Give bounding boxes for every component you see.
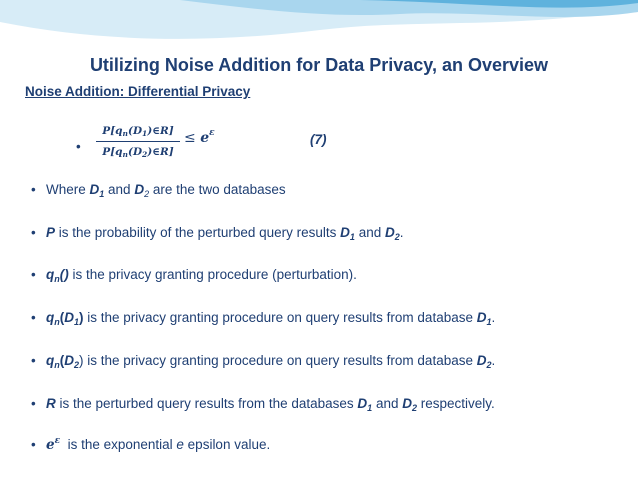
text: is the privacy granting procedure on query results from database [83,353,477,368]
den-p: P [102,146,111,158]
var-d1: D [340,225,350,240]
var-d2: D [134,182,145,197]
bullet-item-probability [46,224,631,242]
slide-subtitle: Noise Addition: Differential Privacy [25,84,251,99]
den-d-sub: 2 [142,150,148,159]
var-q: q [46,353,55,368]
var-q-parens: () [59,267,69,282]
text: is the privacy granting procedure on query results from database [83,310,477,325]
text: is the probability of the perturbed query results [55,225,341,240]
var-d1-sub: 1 [74,317,80,327]
text: and [354,225,385,240]
den-q-sub: n [122,150,128,159]
var-r: R [46,396,56,411]
slide-title: Utilizing Noise Addition for Data Privacy, an Overview [89,55,549,75]
bullet-dot: • [31,267,36,282]
bullet-dot: • [31,182,36,197]
var-d1-sub: 1 [367,403,373,413]
num-d-sub: 1 [142,129,148,138]
var-p: P [46,225,56,240]
decorative-wave-header [0,0,638,62]
text: epsilon value. [183,437,271,452]
den-d: D [132,146,143,158]
var-q: q [46,267,55,282]
paren-close: ) [79,310,84,325]
paren-open: ( [59,310,65,325]
bullet-item-exponential [46,436,631,454]
var-d1: D [476,310,487,325]
var-d1: D [357,396,368,411]
text: and [104,182,135,197]
text: . [491,310,496,325]
text: is the privacy granting procedure (perturbation). [68,267,357,282]
var-d2: D [476,353,487,368]
num-q: q [115,125,123,137]
num-tail: ∈R] [152,125,174,137]
var-q: q [46,310,55,325]
formula-numerator: $P[q_n(D_1)\in R]$ [96,124,180,142]
var-e: e [46,437,55,453]
num-p: P [102,125,111,137]
bullet-formula: • [76,139,81,154]
bullet-dot: • [31,353,36,368]
var-d2-sub: 2 [411,403,417,413]
bullet-dot: • [31,396,36,411]
text: . [399,225,404,240]
text: Where [46,182,90,197]
text: . [491,353,496,368]
text: is the perturbed query results from the databases [55,396,358,411]
var-d2: D [64,353,74,368]
var-q-sub: n [54,317,60,327]
bullet-item-perturbed-results [46,395,631,413]
var-d2: D [384,225,395,240]
var-d1: D [89,182,100,197]
text: is the exponential [60,437,177,452]
num-q-sub: n [122,129,128,138]
var-d2-sub: 2 [74,360,80,370]
formula-denominator: $P[q_n(D_2)\in R]$ [102,146,174,159]
var-d2: D [402,396,412,411]
formula-rhs [184,130,215,146]
var-d2-sub: 2 [144,189,150,199]
text: are the two databases [149,182,286,197]
bullet-item-databases [46,181,631,199]
formula-rhs-exp: ε [209,128,215,138]
var-d1-sub: 1 [486,317,492,327]
bullet-item-procedure [46,266,631,284]
equation-number: (7) [310,132,327,147]
bullet-dot: • [31,225,36,240]
den-q: q [115,146,123,158]
formula-relation: ≤ [184,130,196,146]
var-q-sub: n [54,274,60,284]
bullet-dot: • [31,437,36,452]
den-tail: ∈R] [152,146,174,158]
num-d: D [132,125,143,137]
var-d1-sub: 1 [349,232,355,242]
formula-rhs-base: e [200,130,210,146]
var-d1: D [64,310,74,325]
text: and [372,396,403,411]
bullet-dot: • [31,310,36,325]
paren-open: ( [59,353,65,368]
text: respectively. [416,396,495,411]
var-d1-sub: 1 [99,189,105,199]
var-e-italic: e [176,437,184,452]
var-e-exp: ε [54,436,61,446]
paren-close: ) [79,353,84,368]
bullet-item-procedure-d2 [46,352,631,370]
bullet-item-procedure-d1 [46,309,631,327]
var-q-sub: n [54,360,60,370]
formula-fraction [96,124,180,159]
var-d2-sub: 2 [394,232,400,242]
var-d2-sub: 2 [486,360,492,370]
